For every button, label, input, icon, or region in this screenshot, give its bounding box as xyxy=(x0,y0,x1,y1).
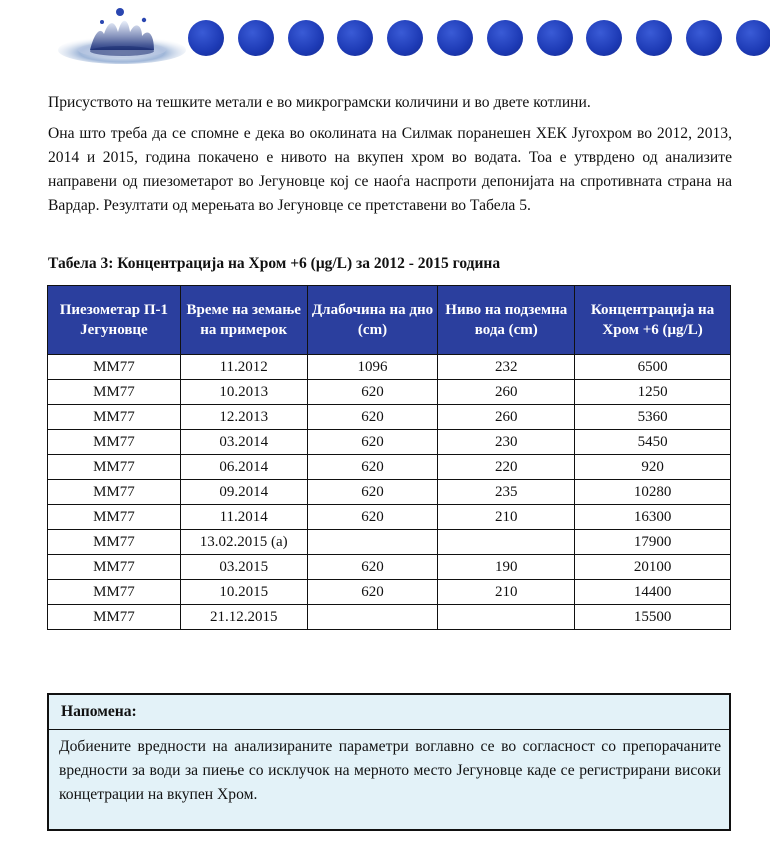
cell-depth: 620 xyxy=(307,455,438,480)
cell-concentration: 14400 xyxy=(575,580,731,605)
cell-groundwater-level: 220 xyxy=(438,455,575,480)
table-row xyxy=(48,355,731,380)
cell-sampling-time: 13.02.2015 (a) xyxy=(180,530,307,555)
cell-depth xyxy=(307,605,438,630)
cell-groundwater-level: 210 xyxy=(438,505,575,530)
header-sampling-time: Време на земање на примерок xyxy=(180,286,307,355)
intro-paragraph: Присуството на тешките метали е во микрограмски количини и во двете котлини. xyxy=(48,94,591,111)
cell-sampling-time: 12.2013 xyxy=(180,405,307,430)
table-row xyxy=(48,480,731,505)
header-band xyxy=(0,0,770,80)
decorative-dot xyxy=(487,20,523,56)
table-row xyxy=(48,555,731,580)
cell-depth: 1096 xyxy=(307,355,438,380)
cell-piezometer: MM77 xyxy=(48,480,181,505)
cell-concentration: 20100 xyxy=(575,555,731,580)
cell-concentration: 16300 xyxy=(575,505,731,530)
decorative-dot xyxy=(437,20,473,56)
decorative-dot xyxy=(337,20,373,56)
cell-depth: 620 xyxy=(307,480,438,505)
cell-depth: 620 xyxy=(307,430,438,455)
cell-sampling-time: 09.2014 xyxy=(180,480,307,505)
cell-concentration: 10280 xyxy=(575,480,731,505)
cell-groundwater-level xyxy=(438,605,575,630)
cell-sampling-time: 06.2014 xyxy=(180,455,307,480)
cell-groundwater-level: 260 xyxy=(438,380,575,405)
table-row xyxy=(48,380,731,405)
decorative-dot xyxy=(288,20,324,56)
cell-groundwater-level: 232 xyxy=(438,355,575,380)
table-header-row xyxy=(48,286,731,355)
cell-concentration: 15500 xyxy=(575,605,731,630)
header-piezometer: Пиезометар П-1 Јегуновце xyxy=(48,286,181,355)
decorative-dot xyxy=(636,20,672,56)
table-row xyxy=(48,430,731,455)
decorative-dot xyxy=(238,20,274,56)
cell-piezometer: MM77 xyxy=(48,455,181,480)
cell-groundwater-level xyxy=(438,530,575,555)
cell-groundwater-level: 235 xyxy=(438,480,575,505)
cell-groundwater-level: 210 xyxy=(438,580,575,605)
cell-piezometer: MM77 xyxy=(48,555,181,580)
cell-piezometer: MM77 xyxy=(48,605,181,630)
note-body: Добиените вредности на анализираните параметри воглавно се во согласност со препорачаните вредности за води за пиење со исклучок на мерното место Јегуновце каде се регистрирани високи концетрации на вкупен Хром. xyxy=(59,738,721,803)
cell-depth: 620 xyxy=(307,580,438,605)
cell-piezometer: MM77 xyxy=(48,380,181,405)
cell-piezometer: MM77 xyxy=(48,405,181,430)
cell-groundwater-level: 190 xyxy=(438,555,575,580)
cell-sampling-time: 03.2015 xyxy=(180,555,307,580)
decorative-dot xyxy=(188,20,224,56)
cell-depth: 620 xyxy=(307,505,438,530)
cell-piezometer: MM77 xyxy=(48,530,181,555)
table-row xyxy=(48,455,731,480)
cell-concentration: 5450 xyxy=(575,430,731,455)
cell-piezometer: MM77 xyxy=(48,430,181,455)
cell-depth: 620 xyxy=(307,555,438,580)
decorative-dot xyxy=(586,20,622,56)
cell-sampling-time: 10.2015 xyxy=(180,580,307,605)
table-row xyxy=(48,405,731,430)
header-concentration: Концентрација на Хром +6 (μg/L) xyxy=(575,286,731,355)
cell-piezometer: MM77 xyxy=(48,580,181,605)
cell-concentration: 5360 xyxy=(575,405,731,430)
cell-concentration: 17900 xyxy=(575,530,731,555)
cell-depth: 620 xyxy=(307,380,438,405)
decorative-dot xyxy=(387,20,423,56)
decorative-dot xyxy=(736,20,770,56)
cell-groundwater-level: 230 xyxy=(438,430,575,455)
cell-sampling-time: 11.2012 xyxy=(180,355,307,380)
cell-concentration: 1250 xyxy=(575,380,731,405)
decorative-dot xyxy=(686,20,722,56)
cell-piezometer: MM77 xyxy=(48,505,181,530)
chromium-table xyxy=(47,285,731,630)
cell-sampling-time: 11.2014 xyxy=(180,505,307,530)
cell-concentration: 6500 xyxy=(575,355,731,380)
cell-groundwater-level: 260 xyxy=(438,405,575,430)
header-groundwater-level: Ниво на подземна вода (cm) xyxy=(438,286,575,355)
cell-depth: 620 xyxy=(307,405,438,430)
note-title: Напомена: xyxy=(61,703,137,720)
decorative-dot xyxy=(537,20,573,56)
water-drop-icon xyxy=(50,4,190,68)
cell-sampling-time: 03.2014 xyxy=(180,430,307,455)
cell-piezometer: MM77 xyxy=(48,355,181,380)
note-divider xyxy=(49,729,729,730)
note-box xyxy=(47,693,731,831)
header-depth: Длабочина на дно (cm) xyxy=(307,286,438,355)
chromium-paragraph: Она што треба да се спомне е дека во околината на Силмак поранешен ХЕК Југохром во 2012, 2013, 2014 и 2015, година покачено е нивото на вкупен хром во водата. Тоа е утврдено од анализите направени од пиезометарот во Јегуновце кој се наоѓа наспроти депонијата на спротивната страна на Вардар. Резултати од мерењата во Јегуновце се претставени во Табела 5. xyxy=(48,125,732,214)
table-row xyxy=(48,580,731,605)
cell-depth xyxy=(307,530,438,555)
cell-sampling-time: 21.12.2015 xyxy=(180,605,307,630)
table-row xyxy=(48,605,731,630)
cell-concentration: 920 xyxy=(575,455,731,480)
table-row xyxy=(48,505,731,530)
table-caption: Табела 3: Концентрација на Хром +6 (μg/L) за 2012 - 2015 година xyxy=(48,255,501,272)
table-body xyxy=(48,355,731,630)
table-row xyxy=(48,530,731,555)
cell-sampling-time: 10.2013 xyxy=(180,380,307,405)
